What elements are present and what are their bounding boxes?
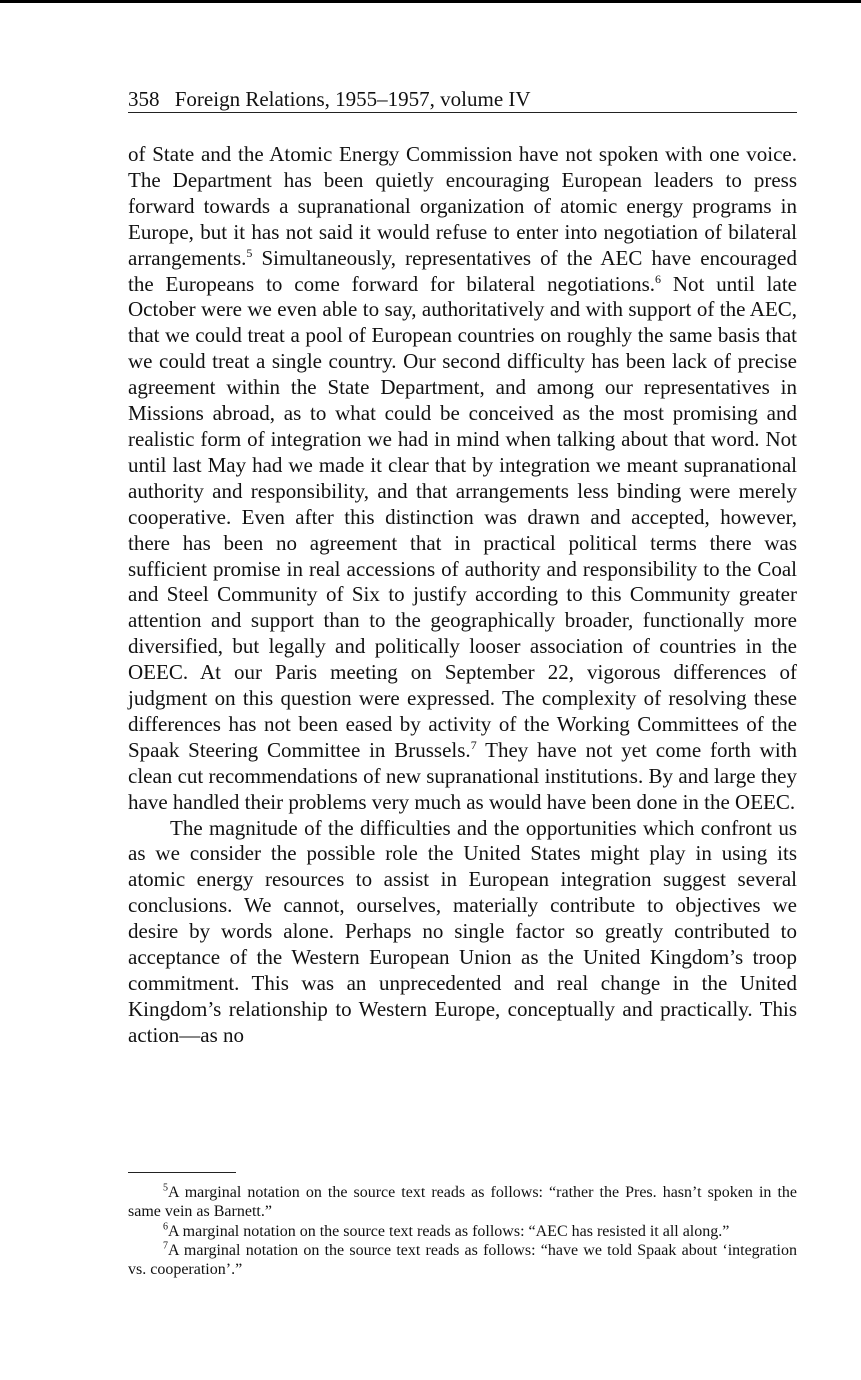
footnote-6 [128, 1222, 797, 1241]
footnote-7 [128, 1241, 797, 1280]
footnote-ref-7: 7 [470, 737, 477, 752]
text-run: of State and the Atomic Energy Commission have not spoken with one voice. The Department has been quietly encouraging European leaders to press forward towards a supranational organization of atomic energy programs in Europe, but it has not said it would refuse to enter into negotiation of bilateral arrangements. [128, 142, 797, 270]
running-title: Foreign Relations, 1955–1957, volume IV [174, 87, 531, 111]
text-run: Not until late October were we even able to say, authoritatively and with support of the AEC, that we could treat a pool of European countries on roughly the same basis that we could treat a single country. Our second difficulty has been lack of precise agreement within the State Department, and among our representatives in Missions abroad, as to what could be conceived as the most promising and realistic form of integration we had in mind when talking about that word. Not until last May had we made it clear that by integration we meant supranational authority and responsibility, and that arrangements less binding were merely cooperative. Even after this distinction was drawn and accepted, however, there has been no agreement that in practical political terms there was sufficient promise in real accessions of authority and responsibility to the Coal and Steel Community of Six to justify according to this Community greater attention and support than to the geographically broader, functionally more diversified, but legally and politically looser association of countries in the OEEC. At our Paris meeting on September 22, vigorous differences of judgment on this question were expressed. The complexity of resolving these differences has not been eased by activity of the Working Committees of the Spaak Steering Committee in Brussels. [128, 271, 797, 762]
footnote-marker: 6 [163, 1221, 168, 1233]
paragraph-1 [128, 142, 797, 816]
footnote-text: A marginal notation on the source text reads as follows: “rather the Pres. hasn’t spoken in the same vein as Barnett.” [128, 1184, 797, 1221]
footnote-text: A marginal notation on the source text reads as follows: “AEC has resisted it all along.” [168, 1222, 730, 1240]
header-rule [128, 112, 797, 113]
footnote-ref-5: 5 [246, 245, 253, 260]
footnotes [128, 1183, 797, 1279]
page-number: 358 [128, 87, 160, 111]
footnote-marker: 5 [163, 1182, 168, 1194]
footnote-5 [128, 1183, 797, 1222]
text-run: They have not yet come forth with clean cut recommendations of new supranational institutions. By and large they have handled their problems very much as would have been done in the OEEC. [128, 737, 797, 814]
running-header [128, 86, 797, 112]
paragraph-2: The magnitude of the difficulties and the opportunities which confront us as we consider the possible role the United States might play in using its atomic energy resources to assist in European integration suggest several conclusions. We cannot, ourselves, materially contribute to objectives we desire by words alone. Perhaps no single factor so greatly contributed to acceptance of the Western European Union as the United Kingdom’s troop commitment. This was an unprecedented and real change in the United Kingdom’s relationship to Western Europe, conceptually and practically. This action—as no [128, 815, 797, 1047]
body-text [128, 142, 797, 1049]
footnote-text: A marginal notation on the source text reads as follows: “have we told Spaak about ‘integration vs. cooperation’.” [128, 1241, 797, 1279]
footnote-ref-6: 6 [655, 271, 661, 286]
footnote-marker: 7 [163, 1240, 168, 1252]
text-run: Simultaneously, representatives of the AEC have encouraged the Europeans to come forward for bilateral negotiations. [128, 245, 797, 296]
top-edge-rule [0, 0, 861, 3]
footnote-rule [128, 1172, 236, 1173]
